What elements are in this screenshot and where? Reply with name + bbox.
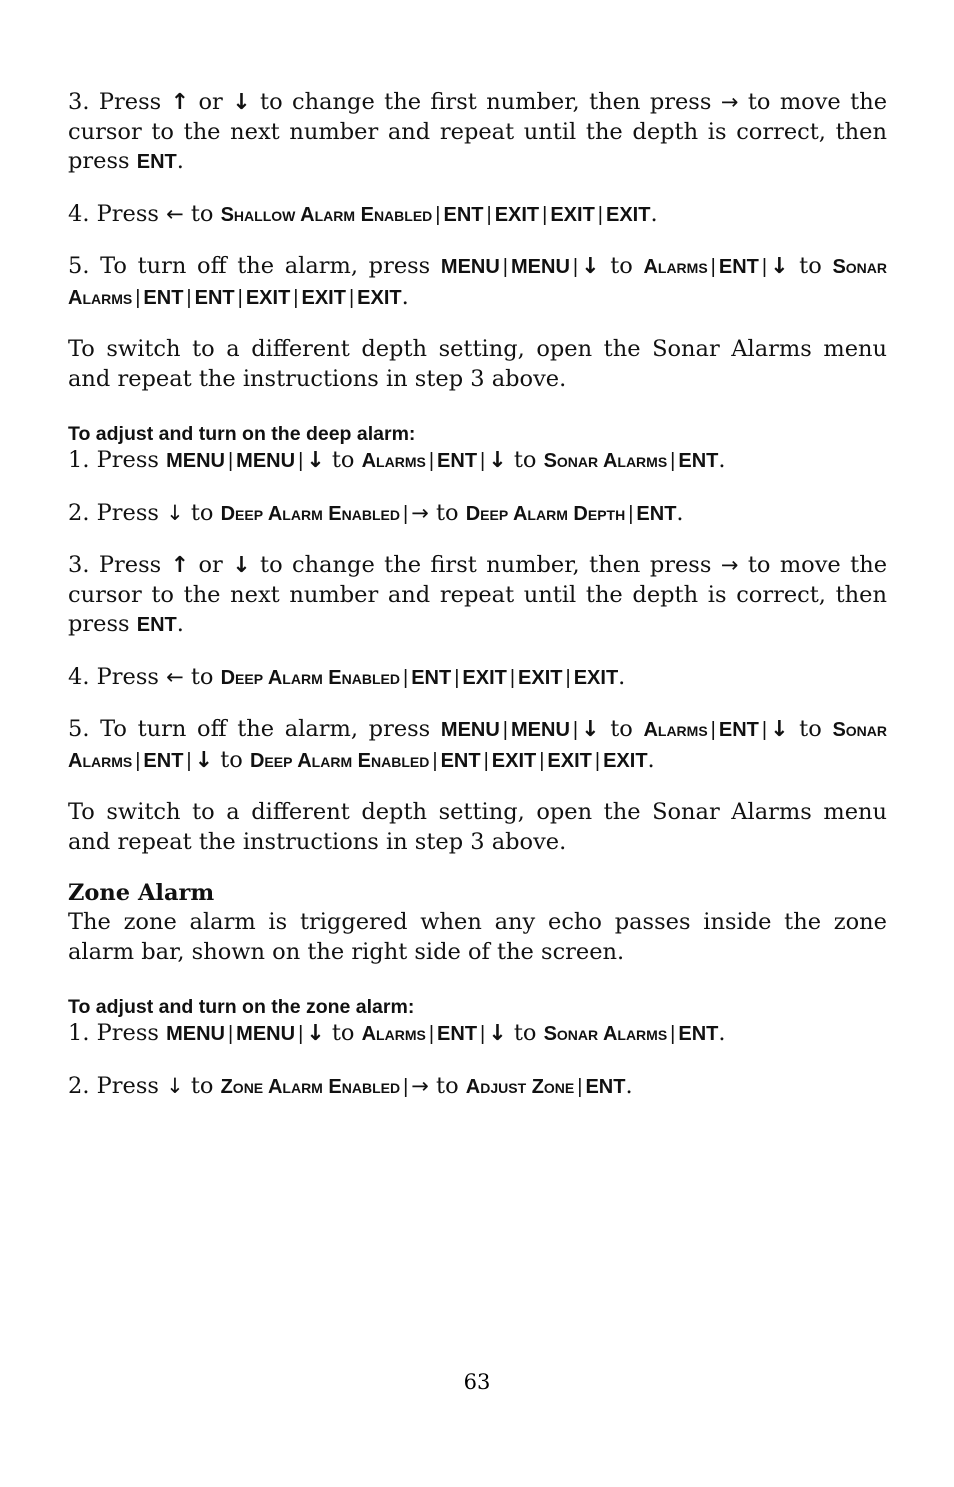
menu-key: MENU bbox=[166, 450, 225, 472]
menu-key: MENU bbox=[236, 450, 296, 472]
separator: | bbox=[237, 286, 243, 309]
down-arrow-icon: ↓ bbox=[166, 500, 184, 525]
separator: | bbox=[480, 1023, 486, 1045]
separator: | bbox=[502, 719, 508, 741]
down-arrow-icon: ↓ bbox=[166, 1073, 184, 1098]
menu-item-label: Alarms bbox=[643, 719, 708, 741]
down-arrow-icon: ↓ bbox=[581, 717, 600, 742]
shallow-step-3: 3. Press ↑ or ↓ to change the first number, then press → to move the cursor to the next number and repeat until the depth is correct, then press ENT. bbox=[68, 89, 888, 174]
menu-item-label: Sonar Alarms bbox=[68, 719, 887, 772]
menu-item-label: Sonar Alarms bbox=[543, 1023, 668, 1045]
manual-page bbox=[68, 88, 887, 1124]
menu-item-label: Sonar Alarms bbox=[543, 450, 668, 472]
exit-key: EXIT bbox=[357, 286, 402, 309]
exit-key: EXIT bbox=[547, 749, 592, 772]
down-arrow-icon: ↓ bbox=[232, 553, 251, 578]
shallow-switch-note: To switch to a different depth setting, open the Sonar Alarms menu and repeat the instructions in step 3 above. bbox=[68, 336, 887, 392]
deep-alarm-heading: To adjust and turn on the deep alarm: bbox=[68, 423, 416, 445]
ent-key: ENT bbox=[678, 1023, 719, 1045]
separator: | bbox=[186, 286, 192, 309]
ent-key: ENT bbox=[678, 450, 719, 472]
down-arrow-icon: ↓ bbox=[488, 448, 507, 473]
separator: | bbox=[670, 450, 676, 472]
down-arrow-icon: ↓ bbox=[770, 254, 789, 279]
separator: | bbox=[710, 719, 716, 741]
separator: | bbox=[577, 1075, 583, 1098]
ent-key: ENT bbox=[718, 719, 759, 741]
separator: | bbox=[293, 286, 299, 309]
separator: | bbox=[670, 1023, 676, 1045]
separator: | bbox=[227, 1023, 234, 1045]
menu-key: MENU bbox=[440, 719, 500, 741]
separator: | bbox=[761, 256, 768, 278]
separator: | bbox=[572, 256, 579, 278]
separator: | bbox=[135, 286, 141, 309]
separator: | bbox=[186, 749, 192, 772]
separator: | bbox=[572, 719, 579, 741]
separator: | bbox=[594, 749, 601, 772]
separator: | bbox=[486, 203, 492, 226]
menu-key: MENU bbox=[236, 1023, 296, 1045]
menu-item-label: Deep Alarm Enabled bbox=[220, 502, 400, 525]
right-arrow-icon: → bbox=[411, 500, 429, 525]
ent-key: ENT bbox=[437, 1023, 478, 1045]
menu-key: MENU bbox=[440, 256, 500, 278]
exit-key: EXIT bbox=[494, 203, 540, 226]
separator: | bbox=[542, 203, 548, 226]
ent-key: ENT bbox=[136, 614, 177, 636]
menu-item-label: Deep Alarm Enabled bbox=[249, 749, 430, 772]
separator: | bbox=[348, 286, 355, 309]
down-arrow-icon: ↓ bbox=[770, 717, 789, 742]
menu-key: MENU bbox=[511, 719, 570, 741]
separator: | bbox=[628, 502, 634, 525]
separator: | bbox=[135, 749, 141, 772]
separator: | bbox=[227, 450, 234, 472]
menu-item-label: Alarms bbox=[361, 1023, 426, 1045]
exit-key: EXIT bbox=[301, 286, 346, 309]
zone-alarm-intro: The zone alarm is triggered when any echo passes inside the zone alarm bar, shown on the right side of the screen. bbox=[68, 909, 887, 965]
separator: | bbox=[298, 1023, 304, 1045]
right-arrow-icon: → bbox=[720, 553, 739, 577]
ent-key: ENT bbox=[143, 749, 184, 772]
shallow-step-4: 4. Press ← to Shallow Alarm Enabled | ENT | EXIT | EXIT | EXIT. bbox=[68, 200, 658, 227]
separator: | bbox=[539, 749, 545, 772]
separator: | bbox=[565, 666, 571, 689]
down-arrow-icon: ↓ bbox=[306, 448, 325, 473]
menu-item-label: Alarms bbox=[643, 256, 708, 278]
deep-step-4: 4. Press ← to Deep Alarm Enabled | ENT | EXIT | EXIT | EXIT. bbox=[68, 663, 626, 690]
exit-key: EXIT bbox=[573, 666, 619, 689]
left-arrow-icon: ← bbox=[166, 664, 184, 689]
ent-key: ENT bbox=[136, 151, 177, 173]
menu-item-label: Zone Alarm Enabled bbox=[220, 1075, 401, 1098]
zone-step-2: 2. Press ↓ to Zone Alarm Enabled | → to Adjust Zone | ENT. bbox=[68, 1072, 633, 1099]
up-arrow-icon: ↑ bbox=[170, 90, 190, 115]
exit-key: EXIT bbox=[603, 749, 648, 772]
separator: | bbox=[480, 450, 486, 472]
menu-item-label: Shallow Alarm Enabled bbox=[220, 203, 433, 226]
menu-item-label: Deep Alarm Depth bbox=[465, 502, 626, 525]
separator: | bbox=[435, 203, 441, 226]
separator: | bbox=[428, 1023, 435, 1045]
deep-step-1: 1. Press MENU | MENU | ↓ to Alarms | ENT | ↓ to Sonar Alarms | ENT. bbox=[68, 447, 726, 473]
menu-key: MENU bbox=[166, 1023, 225, 1045]
down-arrow-icon: ↓ bbox=[488, 1021, 507, 1046]
ent-key: ENT bbox=[143, 286, 184, 309]
down-arrow-icon: ↓ bbox=[194, 747, 214, 773]
exit-key: EXIT bbox=[518, 666, 563, 689]
ent-key: ENT bbox=[585, 1075, 626, 1098]
separator: | bbox=[402, 502, 409, 525]
separator: | bbox=[509, 666, 516, 689]
separator: | bbox=[761, 719, 768, 741]
zone-step-1: 1. Press MENU | MENU | ↓ to Alarms | ENT | ↓ to Sonar Alarms | ENT. bbox=[68, 1020, 726, 1046]
ent-key: ENT bbox=[443, 203, 484, 226]
menu-item-label: Sonar Alarms bbox=[68, 256, 887, 309]
separator: | bbox=[710, 256, 716, 278]
deep-step-2: 2. Press ↓ to Deep Alarm Enabled | → to Deep Alarm Depth | ENT. bbox=[68, 499, 684, 526]
separator: | bbox=[432, 749, 438, 772]
separator: | bbox=[428, 450, 435, 472]
shallow-step-5: 5. To turn off the alarm, press MENU | MENU | ↓ to Alarms | ENT | ↓ to Sonar Alarms | ENT | ENT | EXIT | EXIT | EXIT. bbox=[68, 253, 887, 310]
menu-item-label: Deep Alarm Enabled bbox=[220, 666, 400, 689]
ent-key: ENT bbox=[437, 450, 478, 472]
menu-key: MENU bbox=[511, 256, 570, 278]
menu-item-label: Alarms bbox=[361, 450, 426, 472]
separator: | bbox=[298, 450, 304, 472]
down-arrow-icon: ↓ bbox=[306, 1021, 325, 1046]
separator: | bbox=[403, 1075, 409, 1098]
exit-key: EXIT bbox=[606, 203, 651, 226]
deep-step-5: 5. To turn off the alarm, press MENU | MENU | ↓ to Alarms | ENT | ↓ to Sonar Alarms | ENT | ↓ to Deep Alarm Enabled | ENT | EXIT | EXIT | EXIT. bbox=[68, 716, 887, 773]
right-arrow-icon: → bbox=[411, 1073, 429, 1098]
exit-key: EXIT bbox=[462, 666, 507, 689]
up-arrow-icon: ↑ bbox=[170, 553, 190, 578]
ent-key: ENT bbox=[636, 502, 677, 525]
exit-key: EXIT bbox=[245, 286, 291, 309]
separator: | bbox=[454, 666, 460, 689]
deep-step-3: 3. Press ↑ or ↓ to change the first number, then press → to move the cursor to the next number and repeat until the depth is correct, then press ENT. bbox=[68, 552, 888, 637]
separator: | bbox=[597, 203, 603, 226]
ent-key: ENT bbox=[718, 256, 759, 278]
left-arrow-icon: ← bbox=[166, 201, 184, 226]
down-arrow-icon: ↓ bbox=[581, 254, 600, 279]
menu-item-label: Adjust Zone bbox=[465, 1075, 575, 1098]
page-number: 63 bbox=[463, 1370, 491, 1394]
right-arrow-icon: → bbox=[720, 90, 739, 114]
deep-switch-note: To switch to a different depth setting, open the Sonar Alarms menu and repeat the instructions in step 3 above. bbox=[68, 799, 887, 855]
exit-key: EXIT bbox=[491, 749, 537, 772]
ent-key: ENT bbox=[411, 666, 452, 689]
separator: | bbox=[502, 256, 508, 278]
separator: | bbox=[402, 666, 409, 689]
exit-key: EXIT bbox=[550, 203, 595, 226]
zone-alarm-heading: To adjust and turn on the zone alarm: bbox=[68, 996, 415, 1018]
separator: | bbox=[483, 749, 489, 772]
ent-key: ENT bbox=[440, 749, 481, 772]
down-arrow-icon: ↓ bbox=[232, 90, 251, 115]
ent-key: ENT bbox=[194, 286, 235, 309]
zone-alarm-title: Zone Alarm bbox=[68, 880, 215, 906]
